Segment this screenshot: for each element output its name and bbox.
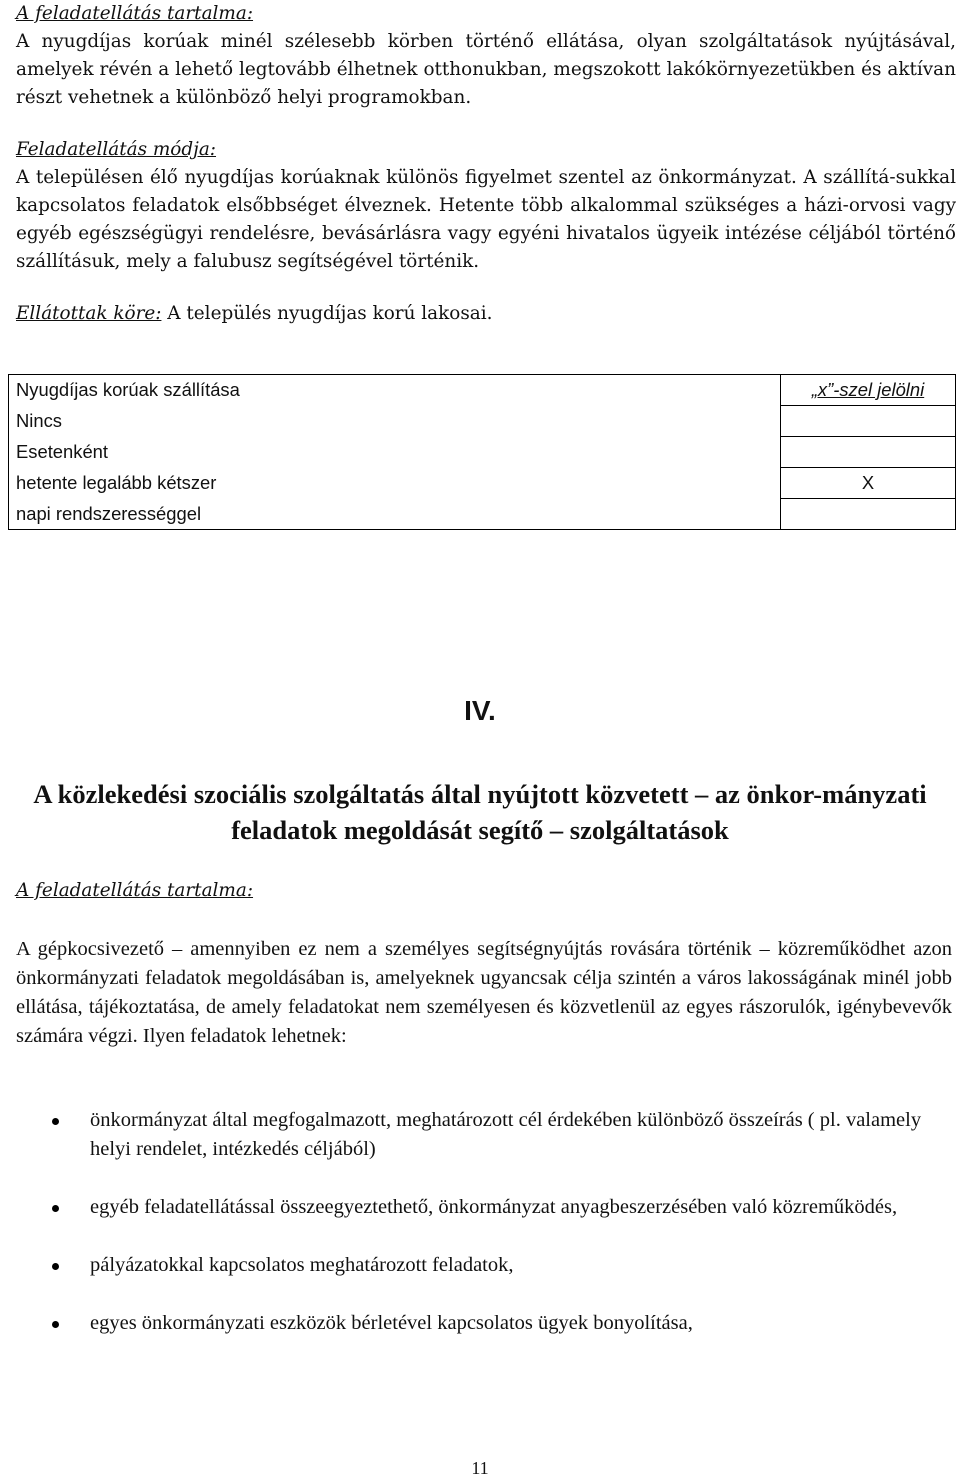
recipients-label: Ellátottak köre: [16,303,162,324]
row-label: napi rendszerességgel [9,499,781,530]
row-mark [781,406,956,437]
mode-paragraph: A településen élő nyugdíjas korúaknak különös figyelmet szentel az önkormányzat. A szállítá-sukkal kapcsolatos feladatok elsőbbséget élveznek. Hetente több alkalommal szükséges a házi-orvosi vagy egyéb egészségügyi rendelésre, bevásárlásra vagy egyéni hivatalos ügyeik intézése céljából történő szállításuk, mely a falubusz segítségével történik. [16,167,956,272]
task-list [0,1106,960,1338]
bullet-icon [52,1205,59,1212]
row-mark [781,499,956,530]
list-item [0,1309,960,1338]
section-1 [16,0,956,328]
row-label: Esetenként [9,437,781,468]
table-row [9,437,956,468]
table-row [9,468,956,499]
list-item [0,1251,960,1280]
bullet-icon [52,1118,59,1125]
page-number: 11 [471,1458,489,1478]
list-item [0,1193,960,1222]
row-label: Nincs [9,406,781,437]
list-item [0,1106,960,1164]
recipients-line [16,300,956,328]
bullet-icon [52,1263,59,1270]
content-paragraph: A nyugdíjas korúak minél szélesebb körben történő ellátása, olyan szolgáltatások nyújtásával, amelyek révén a lehető legtovább élhetnek otthonukban, megszokott lakókörnyezetükben és aktívan részt vehetnek a különböző helyi programokban. [16,31,956,108]
list-item-text: önkormányzat által megfogalmazott, meghatározott cél érdekében különböző összeírás ( pl. valamely helyi rendelet, intézkedés céljából) [90,1109,922,1160]
content-paragraph-2: A gépkocsivezető – amennyiben ez nem a személyes segítségnyújtás rovására történik – közreműködhet azon önkormányzati feladatok megoldásában is, amelyeknek ugyancsak célja szintén a város lakosságának minél jobb ellátása, tájékoztatása, de amely feladatokat nem személyesen és közvetlenül az egyes rászorulók, igénybevevők számára végzi. Ilyen feladatok lehetnek: [16,938,952,1047]
section-title: A közlekedési szociális szolgáltatás által nyújtott közvetett – az önkor-mányzati feladatok megoldását segítő – szolgáltatások [33,779,927,845]
table-row [9,499,956,530]
row-mark [781,437,956,468]
table-header-right: „x”-szel jelölni [781,375,956,406]
transport-table [8,374,956,530]
list-item-text: pályázatokkal kapcsolatos meghatározott feladatok, [90,1254,514,1276]
list-item-text: egyéb feladatellátással összeegyeztethető, önkormányzat anyagbeszerzésében való közreműködés, [90,1196,898,1218]
content-heading: A feladatellátás tartalma: [16,3,254,24]
content-heading-2: A feladatellátás tartalma: [16,880,254,901]
table-header-left: Nyugdíjas korúak szállítása [9,375,781,406]
table-header-row [9,375,956,406]
row-label: hetente legalább kétszer [9,468,781,499]
table-row [9,406,956,437]
list-item-text: egyes önkormányzati eszközök bérletével kapcsolatos ügyek bonyolítása, [90,1312,693,1334]
bullet-icon [52,1321,59,1328]
row-mark: X [781,468,956,499]
mode-heading: Feladatellátás módja: [16,139,217,160]
section-number: IV. [464,695,496,726]
recipients-text: A település nyugdíjas korú lakosai. [161,303,493,324]
